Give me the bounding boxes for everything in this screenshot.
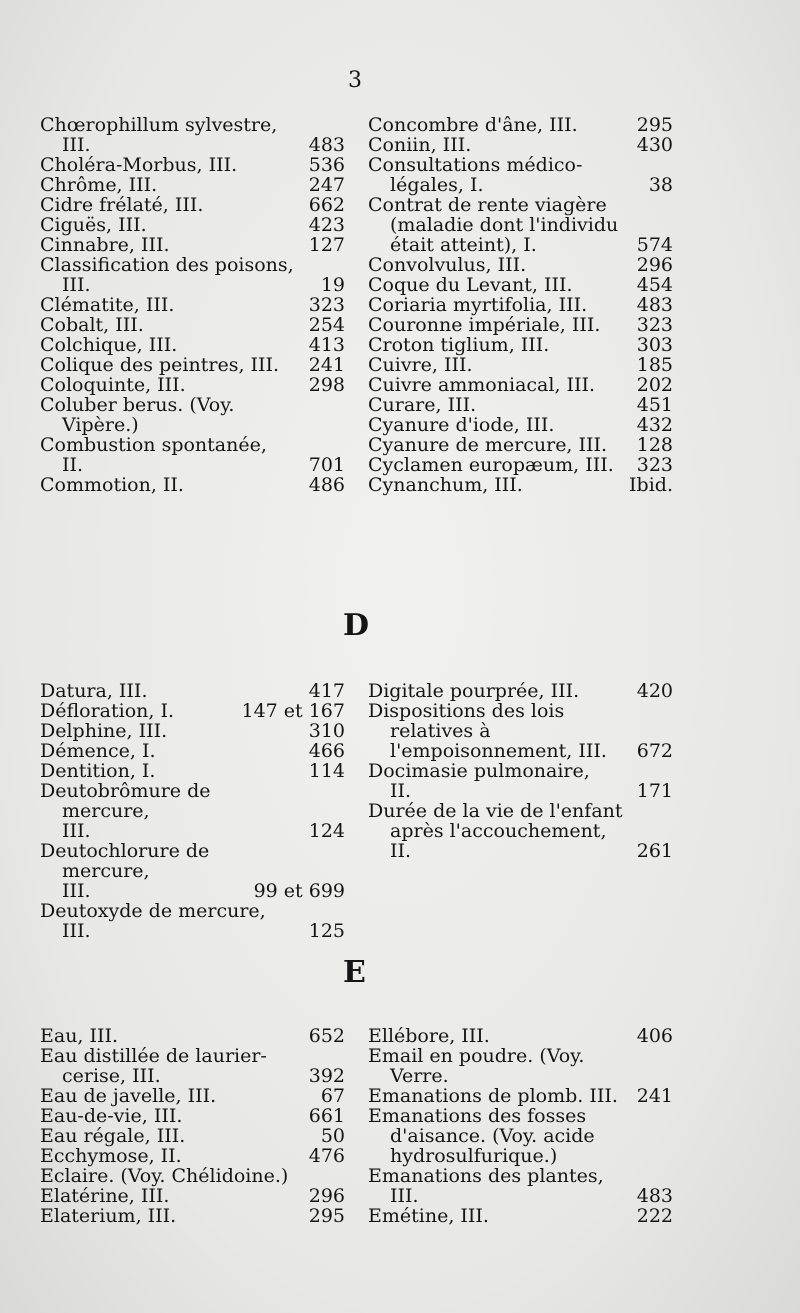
index-entry <box>40 901 345 941</box>
index-entry <box>40 741 345 761</box>
index-entry <box>368 761 673 801</box>
column-d-right <box>368 681 673 861</box>
index-entry <box>368 155 673 195</box>
index-entry <box>368 275 673 295</box>
entry-term: Deutoxyde de mercure, III. <box>40 900 266 942</box>
index-entry <box>368 1206 673 1226</box>
entry-page-ref: 310 <box>308 720 345 742</box>
entry-term: Cidre frélaté, III. <box>40 194 204 216</box>
entry-term: Classification des poisons, III. <box>40 254 294 296</box>
column-e-left <box>40 1026 345 1226</box>
entry-term: Emanations des fosses d'aisance. (Voy. acide hydrosulfurique.) <box>368 1105 595 1167</box>
entry-term: Emanations de plomb. III. <box>368 1085 618 1107</box>
entry-page-ref: 124 <box>308 820 345 842</box>
entry-page-ref: 50 <box>320 1125 345 1147</box>
entry-page-ref: 323 <box>308 294 345 316</box>
index-entry <box>368 1086 673 1106</box>
entry-term: Digitale pourprée, III. <box>368 680 580 702</box>
entry-term: Cinnabre, III. <box>40 234 170 256</box>
index-entry <box>368 1046 673 1086</box>
index-entry <box>40 255 345 295</box>
entry-term: Eau de javelle, III. <box>40 1085 217 1107</box>
index-entry <box>40 701 345 721</box>
index-entry <box>40 1146 345 1166</box>
entry-term: Cuivre, III. <box>368 354 473 376</box>
entry-term: Cobalt, III. <box>40 314 144 336</box>
entry-term: Concombre d'âne, III. <box>368 114 578 136</box>
entry-page-ref: 147 et 167 <box>241 700 345 722</box>
index-entry <box>40 781 345 841</box>
entry-page-ref: 454 <box>636 274 673 296</box>
index-entry <box>368 295 673 315</box>
index-entry <box>40 335 345 355</box>
entry-term: Eau, III. <box>40 1025 119 1047</box>
entry-term: Emanations des plantes, III. <box>368 1165 604 1207</box>
entry-term: Eau-de-vie, III. <box>40 1105 183 1127</box>
entry-page-ref: 323 <box>636 454 673 476</box>
entry-term: Ecchymose, II. <box>40 1145 182 1167</box>
entry-term: Coniin, III. <box>368 134 472 156</box>
entry-term: Croton tiglium, III. <box>368 334 550 356</box>
entry-page-ref: 171 <box>636 780 673 802</box>
index-entry <box>40 1186 345 1206</box>
entry-term: Clématite, III. <box>40 294 175 316</box>
entry-term: Dentition, I. <box>40 760 156 782</box>
entry-term: Datura, III. <box>40 680 148 702</box>
entry-page-ref: 483 <box>636 1185 673 1207</box>
entry-page-ref: 254 <box>308 314 345 336</box>
entry-page-ref: 652 <box>308 1025 345 1047</box>
entry-term: Coque du Levant, III. <box>368 274 573 296</box>
index-entry <box>368 195 673 255</box>
entry-page-ref: Ibid. <box>629 474 673 496</box>
entry-page-ref: 296 <box>308 1185 345 1207</box>
entry-page-ref: 672 <box>636 740 673 762</box>
entry-page-ref: 392 <box>308 1065 345 1087</box>
entry-page-ref: 185 <box>636 354 673 376</box>
entry-term: Deutobrômure de mercure, III. <box>40 780 211 842</box>
entry-term: Coloquinte, III. <box>40 374 186 396</box>
entry-page-ref: 128 <box>636 434 673 456</box>
entry-page-ref: 536 <box>308 154 345 176</box>
index-entry <box>40 1046 345 1086</box>
index-entry <box>368 801 673 861</box>
entry-page-ref: 222 <box>636 1205 673 1227</box>
entry-term: Coluber berus. (Voy. Vipère.) <box>40 394 235 436</box>
index-entry <box>368 455 673 475</box>
entry-term: Curare, III. <box>368 394 477 416</box>
index-entry <box>40 355 345 375</box>
entry-term: Cyanure de mercure, III. <box>368 434 608 456</box>
entry-term: Choléra-Morbus, III. <box>40 154 238 176</box>
entry-term: Cyanure d'iode, III. <box>368 414 555 436</box>
entry-page-ref: 202 <box>636 374 673 396</box>
index-entry <box>368 415 673 435</box>
index-entry <box>40 475 345 495</box>
entry-term: Convolvulus, III. <box>368 254 527 276</box>
entry-term: Démence, I. <box>40 740 156 762</box>
entry-page-ref: 19 <box>320 274 345 296</box>
entry-page-ref: 296 <box>636 254 673 276</box>
index-entry <box>368 355 673 375</box>
entry-term: Eau régale, III. <box>40 1125 186 1147</box>
index-entry <box>368 315 673 335</box>
index-entry <box>368 1106 673 1166</box>
page-number: 3 <box>348 68 362 93</box>
entry-page-ref: 701 <box>308 454 345 476</box>
index-entry <box>368 255 673 275</box>
index-entry <box>40 721 345 741</box>
index-entry <box>40 841 345 901</box>
entry-term: Dispositions des lois relatives à l'empoisonnement, III. <box>368 700 607 762</box>
entry-term: Delphine, III. <box>40 720 168 742</box>
index-entry <box>368 135 673 155</box>
column-d-left <box>40 681 345 941</box>
index-entry <box>40 175 345 195</box>
entry-page-ref: 241 <box>308 354 345 376</box>
entry-term: Commotion, II. <box>40 474 184 496</box>
entry-page-ref: 451 <box>636 394 673 416</box>
entry-page-ref: 406 <box>636 1025 673 1047</box>
entry-term: Coriaria myrtifolia, III. <box>368 294 588 316</box>
entry-page-ref: 483 <box>308 134 345 156</box>
entry-term: Ciguës, III. <box>40 214 147 236</box>
index-entry <box>368 335 673 355</box>
entry-page-ref: 486 <box>308 474 345 496</box>
entry-page-ref: 261 <box>636 840 673 862</box>
entry-term: Chrôme, III. <box>40 174 158 196</box>
index-entry <box>40 315 345 335</box>
entry-page-ref: 298 <box>308 374 345 396</box>
entry-term: Durée de la vie de l'enfant après l'accouchement, II. <box>368 800 623 862</box>
entry-page-ref: 295 <box>308 1205 345 1227</box>
entry-term: Couronne impériale, III. <box>368 314 601 336</box>
index-entry <box>40 235 345 255</box>
entry-term: Combustion spontanée, II. <box>40 434 267 476</box>
index-entry <box>40 1106 345 1126</box>
entry-term: Emétine, III. <box>368 1205 489 1227</box>
index-entry <box>40 375 345 395</box>
column-e-right <box>368 1026 673 1226</box>
entry-page-ref: 295 <box>636 114 673 136</box>
entry-page-ref: 466 <box>308 740 345 762</box>
entry-page-ref: 247 <box>308 174 345 196</box>
index-entry <box>40 155 345 175</box>
entry-page-ref: 423 <box>308 214 345 236</box>
column-c-right <box>368 115 673 495</box>
index-entry <box>40 395 345 435</box>
entry-page-ref: 67 <box>320 1085 345 1107</box>
entry-term: Défloration, I. <box>40 700 175 722</box>
index-entry <box>40 1086 345 1106</box>
entry-page-ref: 476 <box>308 1145 345 1167</box>
entry-page-ref: 127 <box>308 234 345 256</box>
index-entry <box>368 701 673 761</box>
entry-term: Colique des peintres, III. <box>40 354 280 376</box>
index-entry <box>368 681 673 701</box>
entry-page-ref: 420 <box>636 680 673 702</box>
entry-term: Colchique, III. <box>40 334 178 356</box>
entry-page-ref: 574 <box>636 234 673 256</box>
entry-page-ref: 99 et 699 <box>253 880 345 902</box>
index-entry <box>40 115 345 155</box>
entry-term: Elatérine, III. <box>40 1185 170 1207</box>
index-entry <box>40 1206 345 1226</box>
entry-term: Ellébore, III. <box>368 1025 490 1047</box>
entry-term: Elaterium, III. <box>40 1205 177 1227</box>
entry-page-ref: 125 <box>308 920 345 942</box>
section-letter-d: D <box>343 608 370 643</box>
section-letter-e: E <box>343 955 366 990</box>
index-entry <box>40 435 345 475</box>
entry-page-ref: 114 <box>308 760 345 782</box>
entry-term: Eclaire. (Voy. Chélidoine.) <box>40 1165 289 1187</box>
index-entry <box>368 1166 673 1206</box>
index-entry <box>40 215 345 235</box>
index-entry <box>40 681 345 701</box>
index-entry <box>40 1126 345 1146</box>
entry-page-ref: 662 <box>308 194 345 216</box>
index-entry <box>40 1026 345 1046</box>
entry-term: Deutochlorure de mercure, III. <box>40 840 210 902</box>
index-entry <box>40 195 345 215</box>
entry-term: Docimasie pulmonaire, II. <box>368 760 590 802</box>
index-entry <box>368 375 673 395</box>
entry-page-ref: 661 <box>308 1105 345 1127</box>
index-entry <box>368 115 673 135</box>
entry-page-ref: 432 <box>636 414 673 436</box>
entry-page-ref: 483 <box>636 294 673 316</box>
entry-term: Eau distillée de laurier-cerise, III. <box>40 1045 267 1087</box>
index-entry <box>40 761 345 781</box>
index-entry <box>368 475 673 495</box>
entry-term: Cyclamen europæum, III. <box>368 454 614 476</box>
entry-page-ref: 323 <box>636 314 673 336</box>
entry-term: Cynanchum, III. <box>368 474 523 496</box>
index-entry <box>368 1026 673 1046</box>
index-entry <box>368 435 673 455</box>
index-entry <box>40 1166 345 1186</box>
entry-term: Consultations médico-légales, I. <box>368 154 583 196</box>
entry-page-ref: 241 <box>636 1085 673 1107</box>
index-entry <box>368 395 673 415</box>
entry-page-ref: 303 <box>636 334 673 356</box>
entry-term: Contrat de rente viagère (maladie dont l'individu était atteint), I. <box>368 194 619 256</box>
entry-page-ref: 413 <box>308 334 345 356</box>
entry-term: Chœrophillum sylvestre, III. <box>40 114 278 156</box>
column-c-left <box>40 115 345 495</box>
entry-page-ref: 38 <box>648 174 673 196</box>
entry-term: Cuivre ammoniacal, III. <box>368 374 596 396</box>
index-entry <box>40 295 345 315</box>
entry-page-ref: 430 <box>636 134 673 156</box>
entry-page-ref: 417 <box>308 680 345 702</box>
entry-term: Email en poudre. (Voy. Verre. <box>368 1045 585 1087</box>
